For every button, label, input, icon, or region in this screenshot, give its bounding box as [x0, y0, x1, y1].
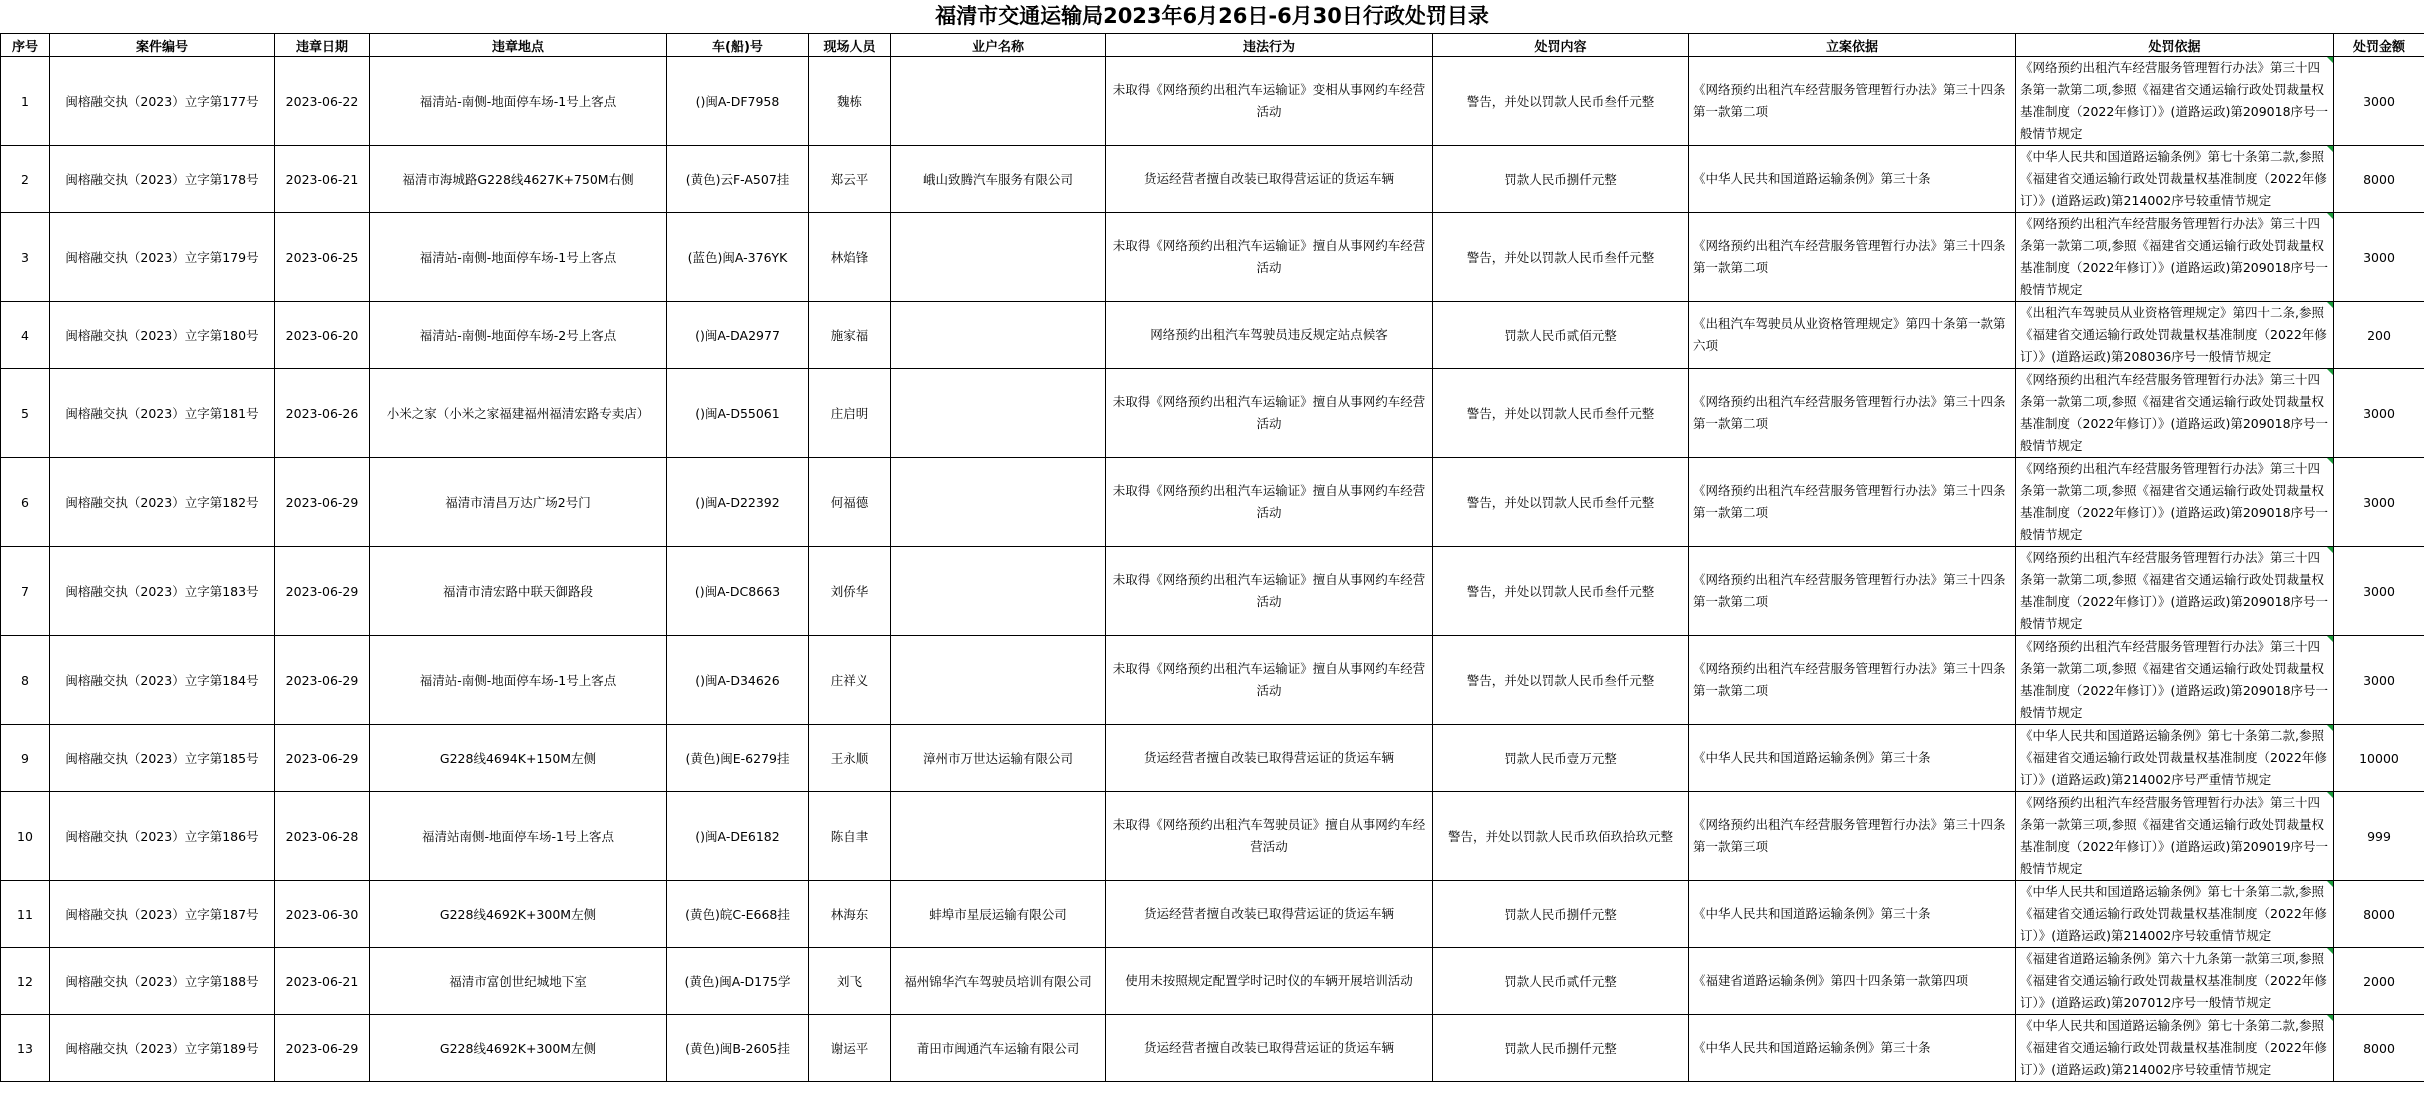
- column-header[interactable]: 立案依据: [1689, 34, 2016, 57]
- table-row[interactable]: [1, 213, 2424, 302]
- cell-basis[interactable]: 《网络预约出租汽车经营服务管理暂行办法》第三十四条第一款第二项,参照《福建省交通运输行政处罚裁量权基准制度（2022年修订）》(道路运政)第209018序号一般情节规定: [2016, 213, 2334, 302]
- column-header[interactable]: 处罚依据: [2016, 34, 2334, 57]
- cell-no[interactable]: 9: [1, 725, 50, 792]
- cell-filing[interactable]: 《出租汽车驾驶员从业资格管理规定》第四十条第一款第六项: [1689, 302, 2016, 369]
- cell-plate[interactable]: ()闽A-D34626: [667, 636, 809, 725]
- cell-no[interactable]: 8: [1, 636, 50, 725]
- column-header[interactable]: 现场人员: [809, 34, 891, 57]
- cell-date[interactable]: 2023-06-20: [275, 302, 370, 369]
- cell-place[interactable]: G228线4692K+300M左侧: [370, 881, 667, 948]
- cell-basis[interactable]: 《网络预约出租汽车经营服务管理暂行办法》第三十四条第一款第二项,参照《福建省交通运输行政处罚裁量权基准制度（2022年修订）》(道路运政)第209018序号一般情节规定: [2016, 636, 2334, 725]
- cell-amount[interactable]: 3000: [2334, 458, 2424, 547]
- column-header[interactable]: 序号: [1, 34, 50, 57]
- cell-amount[interactable]: 8000: [2334, 146, 2424, 213]
- cell-plate[interactable]: ()闽A-DF7958: [667, 57, 809, 146]
- cell-place[interactable]: 福清市清昌万达广场2号门: [370, 458, 667, 547]
- cell-no[interactable]: 4: [1, 302, 50, 369]
- cell-date[interactable]: 2023-06-26: [275, 369, 370, 458]
- cell-date[interactable]: 2023-06-29: [275, 1015, 370, 1082]
- cell-date[interactable]: 2023-06-29: [275, 725, 370, 792]
- cell-filing[interactable]: 《福建省道路运输条例》第四十四条第一款第四项: [1689, 948, 2016, 1015]
- cell-case[interactable]: 闽榕融交执（2023）立字第181号: [50, 369, 275, 458]
- cell-place[interactable]: 福清站南侧-地面停车场-1号上客点: [370, 792, 667, 881]
- cell-place[interactable]: 福清站-南侧-地面停车场-1号上客点: [370, 213, 667, 302]
- table-row[interactable]: [1, 881, 2424, 948]
- cell-case[interactable]: 闽榕融交执（2023）立字第183号: [50, 547, 275, 636]
- cell-case[interactable]: 闽榕融交执（2023）立字第185号: [50, 725, 275, 792]
- cell-penalty[interactable]: 警告，并处以罚款人民币玖佰玖拾玖元整: [1433, 792, 1689, 881]
- cell-staff[interactable]: 何福德: [809, 458, 891, 547]
- cell-act[interactable]: 货运经营者擅自改装已取得营运证的货运车辆: [1106, 1015, 1433, 1082]
- cell-basis[interactable]: 《福建省道路运输条例》第六十九条第一款第三项,参照《福建省交通运输行政处罚裁量权基准制度（2022年修订）》(道路运政)第207012序号一般情节规定: [2016, 948, 2334, 1015]
- cell-place[interactable]: 福清站-南侧-地面停车场-2号上客点: [370, 302, 667, 369]
- cell-plate[interactable]: ()闽A-D55061: [667, 369, 809, 458]
- cell-filing[interactable]: 《中华人民共和国道路运输条例》第三十条: [1689, 146, 2016, 213]
- cell-basis[interactable]: 《中华人民共和国道路运输条例》第七十条第二款,参照《福建省交通运输行政处罚裁量权基准制度（2022年修订）》(道路运政)第214002序号较重情节规定: [2016, 146, 2334, 213]
- cell-plate[interactable]: (黄色)闽B-2605挂: [667, 1015, 809, 1082]
- cell-company[interactable]: [891, 302, 1106, 369]
- cell-case[interactable]: 闽榕融交执（2023）立字第186号: [50, 792, 275, 881]
- cell-act[interactable]: 未取得《网络预约出租汽车运输证》擅自从事网约车经营活动: [1106, 547, 1433, 636]
- cell-staff[interactable]: 郑云平: [809, 146, 891, 213]
- cell-date[interactable]: 2023-06-21: [275, 146, 370, 213]
- cell-amount[interactable]: 8000: [2334, 881, 2424, 948]
- table-row[interactable]: [1, 458, 2424, 547]
- cell-staff[interactable]: 刘侨华: [809, 547, 891, 636]
- cell-company[interactable]: [891, 636, 1106, 725]
- cell-plate[interactable]: ()闽A-DE6182: [667, 792, 809, 881]
- cell-no[interactable]: 10: [1, 792, 50, 881]
- cell-filing[interactable]: 《网络预约出租汽车经营服务管理暂行办法》第三十四条第一款第二项: [1689, 213, 2016, 302]
- cell-plate[interactable]: ()闽A-D22392: [667, 458, 809, 547]
- cell-filing[interactable]: 《中华人民共和国道路运输条例》第三十条: [1689, 881, 2016, 948]
- cell-place[interactable]: 福清市海城路G228线4627K+750M右侧: [370, 146, 667, 213]
- cell-amount[interactable]: 3000: [2334, 213, 2424, 302]
- column-header[interactable]: 违法行为: [1106, 34, 1433, 57]
- cell-no[interactable]: 12: [1, 948, 50, 1015]
- cell-staff[interactable]: 庄启明: [809, 369, 891, 458]
- cell-amount[interactable]: 3000: [2334, 57, 2424, 146]
- cell-no[interactable]: 3: [1, 213, 50, 302]
- cell-plate[interactable]: ()闽A-DA2977: [667, 302, 809, 369]
- cell-place[interactable]: G228线4692K+300M左侧: [370, 1015, 667, 1082]
- cell-penalty[interactable]: 罚款人民币贰仟元整: [1433, 948, 1689, 1015]
- cell-place[interactable]: 小米之家（小米之家福建福州福清宏路专卖店）: [370, 369, 667, 458]
- cell-date[interactable]: 2023-06-21: [275, 948, 370, 1015]
- cell-staff[interactable]: 施家福: [809, 302, 891, 369]
- table-row[interactable]: [1, 636, 2424, 725]
- cell-plate[interactable]: (蓝色)闽A-376YK: [667, 213, 809, 302]
- cell-company[interactable]: [891, 369, 1106, 458]
- column-header[interactable]: 业户名称: [891, 34, 1106, 57]
- cell-no[interactable]: 11: [1, 881, 50, 948]
- cell-place[interactable]: 福清市富创世纪城地下室: [370, 948, 667, 1015]
- cell-staff[interactable]: 魏栋: [809, 57, 891, 146]
- cell-basis[interactable]: 《网络预约出租汽车经营服务管理暂行办法》第三十四条第一款第三项,参照《福建省交通运输行政处罚裁量权基准制度（2022年修订）》(道路运政)第209019序号一般情节规定: [2016, 792, 2334, 881]
- cell-company[interactable]: [891, 57, 1106, 146]
- cell-company[interactable]: 漳州市万世达运输有限公司: [891, 725, 1106, 792]
- cell-no[interactable]: 1: [1, 57, 50, 146]
- cell-case[interactable]: 闽榕融交执（2023）立字第188号: [50, 948, 275, 1015]
- cell-plate[interactable]: (黄色)皖C-E668挂: [667, 881, 809, 948]
- table-row[interactable]: [1, 547, 2424, 636]
- cell-filing[interactable]: 《网络预约出租汽车经营服务管理暂行办法》第三十四条第一款第二项: [1689, 57, 2016, 146]
- cell-amount[interactable]: 3000: [2334, 369, 2424, 458]
- cell-place[interactable]: G228线4694K+150M左侧: [370, 725, 667, 792]
- cell-basis[interactable]: 《网络预约出租汽车经营服务管理暂行办法》第三十四条第一款第二项,参照《福建省交通运输行政处罚裁量权基准制度（2022年修订）》(道路运政)第209018序号一般情节规定: [2016, 547, 2334, 636]
- cell-act[interactable]: 未取得《网络预约出租汽车运输证》擅自从事网约车经营活动: [1106, 636, 1433, 725]
- cell-no[interactable]: 13: [1, 1015, 50, 1082]
- cell-case[interactable]: 闽榕融交执（2023）立字第187号: [50, 881, 275, 948]
- table-row[interactable]: [1, 725, 2424, 792]
- cell-basis[interactable]: 《中华人民共和国道路运输条例》第七十条第二款,参照《福建省交通运输行政处罚裁量权基准制度（2022年修订）》(道路运政)第214002序号较重情节规定: [2016, 1015, 2334, 1082]
- table-row[interactable]: [1, 302, 2424, 369]
- cell-filing[interactable]: 《网络预约出租汽车经营服务管理暂行办法》第三十四条第一款第二项: [1689, 369, 2016, 458]
- column-header[interactable]: 违章地点: [370, 34, 667, 57]
- cell-staff[interactable]: 刘飞: [809, 948, 891, 1015]
- cell-amount[interactable]: 3000: [2334, 547, 2424, 636]
- cell-plate[interactable]: (黄色)闽E-6279挂: [667, 725, 809, 792]
- cell-date[interactable]: 2023-06-29: [275, 636, 370, 725]
- cell-act[interactable]: 未取得《网络预约出租汽车运输证》变相从事网约车经营活动: [1106, 57, 1433, 146]
- cell-amount[interactable]: 8000: [2334, 1015, 2424, 1082]
- cell-company[interactable]: 莆田市闽通汽车运输有限公司: [891, 1015, 1106, 1082]
- cell-penalty[interactable]: 罚款人民币捌仟元整: [1433, 881, 1689, 948]
- cell-date[interactable]: 2023-06-25: [275, 213, 370, 302]
- cell-no[interactable]: 2: [1, 146, 50, 213]
- cell-no[interactable]: 7: [1, 547, 50, 636]
- column-header[interactable]: 案件编号: [50, 34, 275, 57]
- cell-act[interactable]: 未取得《网络预约出租汽车运输证》擅自从事网约车经营活动: [1106, 458, 1433, 547]
- cell-filing[interactable]: 《网络预约出租汽车经营服务管理暂行办法》第三十四条第一款第二项: [1689, 547, 2016, 636]
- cell-company[interactable]: 峨山致腾汽车服务有限公司: [891, 146, 1106, 213]
- cell-staff[interactable]: 庄祥义: [809, 636, 891, 725]
- column-header[interactable]: 处罚金额: [2334, 34, 2424, 57]
- cell-act[interactable]: 货运经营者擅自改装已取得营运证的货运车辆: [1106, 881, 1433, 948]
- cell-company[interactable]: 蚌埠市星辰运输有限公司: [891, 881, 1106, 948]
- cell-filing[interactable]: 《中华人民共和国道路运输条例》第三十条: [1689, 1015, 2016, 1082]
- cell-case[interactable]: 闽榕融交执（2023）立字第177号: [50, 57, 275, 146]
- cell-staff[interactable]: 王永顺: [809, 725, 891, 792]
- cell-no[interactable]: 5: [1, 369, 50, 458]
- column-header[interactable]: 处罚内容: [1433, 34, 1689, 57]
- table-row[interactable]: [1, 369, 2424, 458]
- table-row[interactable]: [1, 146, 2424, 213]
- cell-act[interactable]: 未取得《网络预约出租汽车驾驶员证》擅自从事网约车经营活动: [1106, 792, 1433, 881]
- cell-penalty[interactable]: 警告，并处以罚款人民币叁仟元整: [1433, 547, 1689, 636]
- cell-company[interactable]: [891, 547, 1106, 636]
- cell-basis[interactable]: 《网络预约出租汽车经营服务管理暂行办法》第三十四条第一款第二项,参照《福建省交通运输行政处罚裁量权基准制度（2022年修订）》(道路运政)第209018序号一般情节规定: [2016, 57, 2334, 146]
- cell-case[interactable]: 闽榕融交执（2023）立字第179号: [50, 213, 275, 302]
- cell-date[interactable]: 2023-06-22: [275, 57, 370, 146]
- cell-penalty[interactable]: 警告，并处以罚款人民币叁仟元整: [1433, 636, 1689, 725]
- cell-act[interactable]: 未取得《网络预约出租汽车运输证》擅自从事网约车经营活动: [1106, 213, 1433, 302]
- table-row[interactable]: [1, 792, 2424, 881]
- cell-date[interactable]: 2023-06-28: [275, 792, 370, 881]
- cell-penalty[interactable]: 警告，并处以罚款人民币叁仟元整: [1433, 458, 1689, 547]
- cell-filing[interactable]: 《网络预约出租汽车经营服务管理暂行办法》第三十四条第一款第三项: [1689, 792, 2016, 881]
- cell-amount[interactable]: 200: [2334, 302, 2424, 369]
- column-header[interactable]: 违章日期: [275, 34, 370, 57]
- table-row[interactable]: [1, 1015, 2424, 1082]
- header-row: [1, 34, 2424, 57]
- table-body: [1, 57, 2424, 1082]
- table-row[interactable]: [1, 948, 2424, 1015]
- cell-amount[interactable]: 2000: [2334, 948, 2424, 1015]
- cell-basis[interactable]: 《中华人民共和国道路运输条例》第七十条第二款,参照《福建省交通运输行政处罚裁量权基准制度（2022年修订）》(道路运政)第214002序号严重情节规定: [2016, 725, 2334, 792]
- cell-act[interactable]: 网络预约出租汽车驾驶员违反规定站点候客: [1106, 302, 1433, 369]
- cell-amount[interactable]: 3000: [2334, 636, 2424, 725]
- cell-basis[interactable]: 《网络预约出租汽车经营服务管理暂行办法》第三十四条第一款第二项,参照《福建省交通运输行政处罚裁量权基准制度（2022年修订）》(道路运政)第209018序号一般情节规定: [2016, 458, 2334, 547]
- cell-penalty[interactable]: 罚款人民币捌仟元整: [1433, 1015, 1689, 1082]
- cell-amount[interactable]: 999: [2334, 792, 2424, 881]
- cell-penalty[interactable]: 警告，并处以罚款人民币叁仟元整: [1433, 57, 1689, 146]
- cell-plate[interactable]: (黄色)闽A-D175学: [667, 948, 809, 1015]
- cell-case[interactable]: 闽榕融交执（2023）立字第178号: [50, 146, 275, 213]
- cell-case[interactable]: 闽榕融交执（2023）立字第189号: [50, 1015, 275, 1082]
- cell-company[interactable]: [891, 792, 1106, 881]
- cell-penalty[interactable]: 警告，并处以罚款人民币叁仟元整: [1433, 213, 1689, 302]
- cell-date[interactable]: 2023-06-29: [275, 547, 370, 636]
- cell-staff[interactable]: 谢运平: [809, 1015, 891, 1082]
- cell-penalty[interactable]: 警告，并处以罚款人民币叁仟元整: [1433, 369, 1689, 458]
- cell-case[interactable]: 闽榕融交执（2023）立字第184号: [50, 636, 275, 725]
- cell-filing[interactable]: 《网络预约出租汽车经营服务管理暂行办法》第三十四条第一款第二项: [1689, 636, 2016, 725]
- cell-staff[interactable]: 林焰锋: [809, 213, 891, 302]
- cell-case[interactable]: 闽榕融交执（2023）立字第180号: [50, 302, 275, 369]
- cell-act[interactable]: 未取得《网络预约出租汽车运输证》擅自从事网约车经营活动: [1106, 369, 1433, 458]
- cell-penalty[interactable]: 罚款人民币壹万元整: [1433, 725, 1689, 792]
- cell-date[interactable]: 2023-06-30: [275, 881, 370, 948]
- cell-place[interactable]: 福清站-南侧-地面停车场-1号上客点: [370, 636, 667, 725]
- cell-amount[interactable]: 10000: [2334, 725, 2424, 792]
- cell-company[interactable]: 福州锦华汽车驾驶员培训有限公司: [891, 948, 1106, 1015]
- cell-filing[interactable]: 《网络预约出租汽车经营服务管理暂行办法》第三十四条第一款第二项: [1689, 458, 2016, 547]
- cell-act[interactable]: 使用未按照规定配置学时记时仪的车辆开展培训活动: [1106, 948, 1433, 1015]
- cell-act[interactable]: 货运经营者擅自改装已取得营运证的货运车辆: [1106, 146, 1433, 213]
- cell-staff[interactable]: 林海东: [809, 881, 891, 948]
- cell-basis[interactable]: 《网络预约出租汽车经营服务管理暂行办法》第三十四条第一款第二项,参照《福建省交通运输行政处罚裁量权基准制度（2022年修订）》(道路运政)第209018序号一般情节规定: [2016, 369, 2334, 458]
- page-title: 福清市交通运输局2023年6月26日-6月30日行政处罚目录: [935, 4, 1489, 28]
- cell-plate[interactable]: (黄色)云F-A507挂: [667, 146, 809, 213]
- cell-company[interactable]: [891, 458, 1106, 547]
- cell-filing[interactable]: 《中华人民共和国道路运输条例》第三十条: [1689, 725, 2016, 792]
- cell-date[interactable]: 2023-06-29: [275, 458, 370, 547]
- cell-plate[interactable]: ()闽A-DC8663: [667, 547, 809, 636]
- cell-basis[interactable]: 《中华人民共和国道路运输条例》第七十条第二款,参照《福建省交通运输行政处罚裁量权基准制度（2022年修订）》(道路运政)第214002序号较重情节规定: [2016, 881, 2334, 948]
- penalty-table: [0, 33, 2424, 1082]
- cell-penalty[interactable]: 罚款人民币捌仟元整: [1433, 146, 1689, 213]
- cell-basis[interactable]: 《出租汽车驾驶员从业资格管理规定》第四十二条,参照《福建省交通运输行政处罚裁量权基准制度（2022年修订）》(道路运政)第208036序号一般情节规定: [2016, 302, 2334, 369]
- cell-staff[interactable]: 陈自聿: [809, 792, 891, 881]
- cell-place[interactable]: 福清市清宏路中联天御路段: [370, 547, 667, 636]
- table-row[interactable]: [1, 57, 2424, 146]
- cell-company[interactable]: [891, 213, 1106, 302]
- cell-case[interactable]: 闽榕融交执（2023）立字第182号: [50, 458, 275, 547]
- column-header[interactable]: 车(船)号: [667, 34, 809, 57]
- cell-place[interactable]: 福清站-南侧-地面停车场-1号上客点: [370, 57, 667, 146]
- cell-penalty[interactable]: 罚款人民币贰佰元整: [1433, 302, 1689, 369]
- cell-no[interactable]: 6: [1, 458, 50, 547]
- cell-act[interactable]: 货运经营者擅自改装已取得营运证的货运车辆: [1106, 725, 1433, 792]
